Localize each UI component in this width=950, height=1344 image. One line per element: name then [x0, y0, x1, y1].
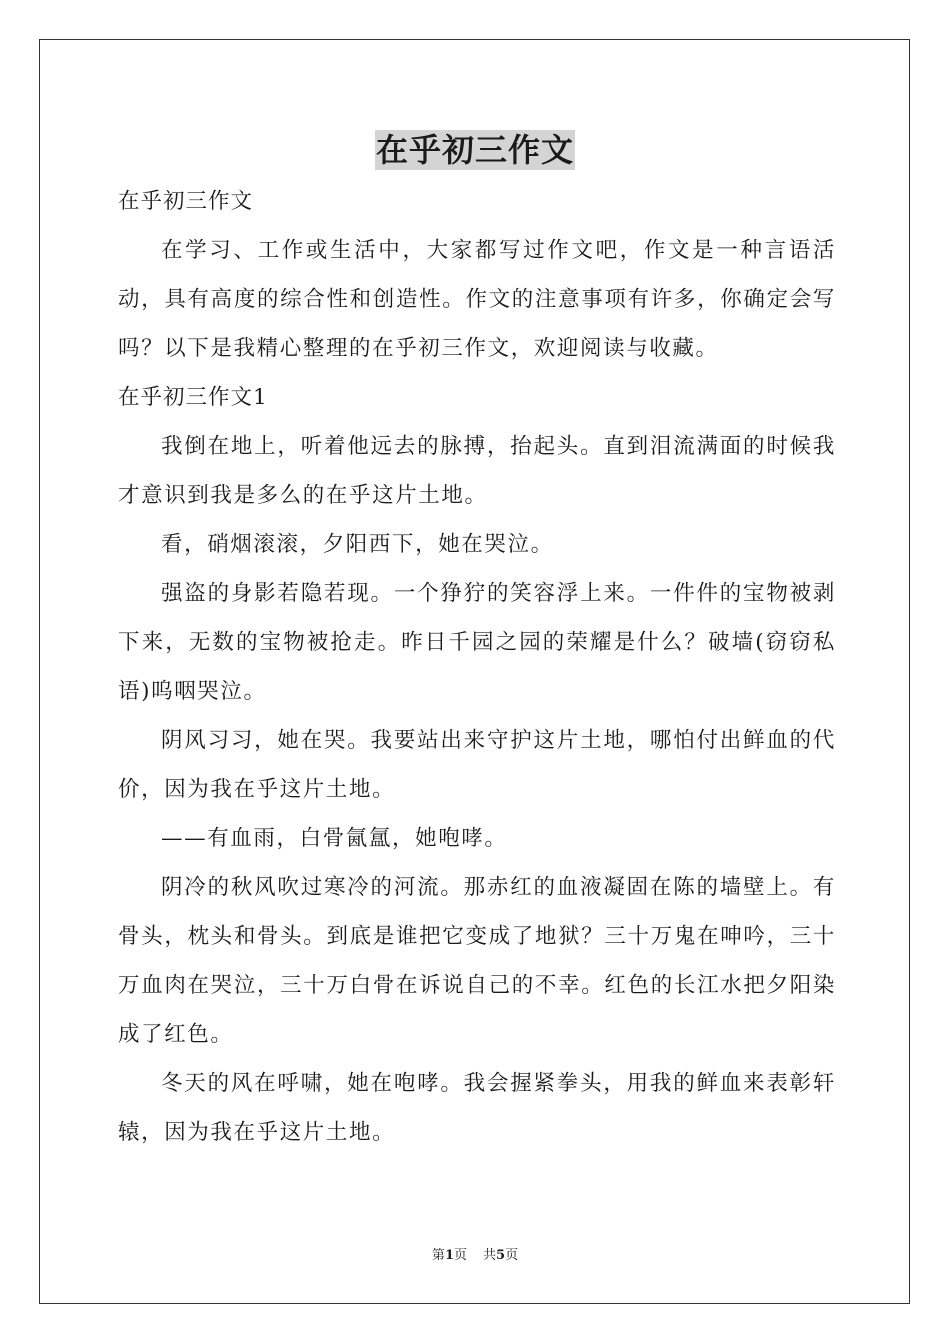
page-number-total: 5 [496, 1248, 506, 1263]
paragraph-intro: 在学习、工作或生活中，大家都写过作文吧，作文是一种言语活动，具有高度的综合性和创造性。作文的注意事项有许多，你确定会写吗？以下是我精心整理的在乎初三作文，欢迎阅读与收藏。 [118, 238, 836, 361]
paragraph: 看，硝烟滚滚，夕阳西下，她在哭泣。 [161, 532, 554, 557]
document-title-text: 在乎初三作文 [375, 131, 574, 169]
paragraph: ——有血雨，白骨氤氲，她咆哮。 [161, 826, 508, 851]
document-title [0, 128, 950, 172]
page-footer [0, 1247, 950, 1265]
page-number-suffix: 页 [453, 1248, 467, 1263]
paragraph: 冬天的风在呼啸，她在咆哮。我会握紧拳头，用我的鲜血来表彰轩辕，因为我在乎这片土地。 [118, 1071, 836, 1145]
page-number-current: 1 [444, 1248, 454, 1263]
document-subtitle: 在乎初三作文 [118, 189, 254, 214]
page-total-suffix: 页 [505, 1248, 519, 1263]
paragraph: 阴冷的秋风吹过寒冷的河流。那赤红的血液凝固在陈的墙壁上。有骨头，枕头和骨头。到底是谁把它变成了地狱？三十万鬼在呻吟，三十万血肉在哭泣，三十万白骨在诉说自己的不幸。红色的长江水把夕阳染成了红色。 [118, 875, 836, 1047]
paragraph: 阴风习习，她在哭。我要站出来守护这片土地，哪怕付出鲜血的代价，因为我在乎这片土地。 [118, 728, 836, 802]
page-number-prefix: 第 [431, 1248, 445, 1263]
paragraph: 强盗的身影若隐若现。一个狰狞的笑容浮上来。一件件的宝物被剥下来，无数的宝物被抢走。昨日千园之园的荣耀是什么？破墙(窃窃私语)呜咽哭泣。 [118, 581, 836, 704]
document-body [118, 177, 836, 1157]
section-heading: 在乎初三作文1 [118, 385, 268, 410]
page-total-prefix: 共 [483, 1248, 497, 1263]
paragraph: 我倒在地上，听着他远去的脉搏，抬起头。直到泪流满面的时候我才意识到我是多么的在乎这片土地。 [118, 434, 836, 508]
